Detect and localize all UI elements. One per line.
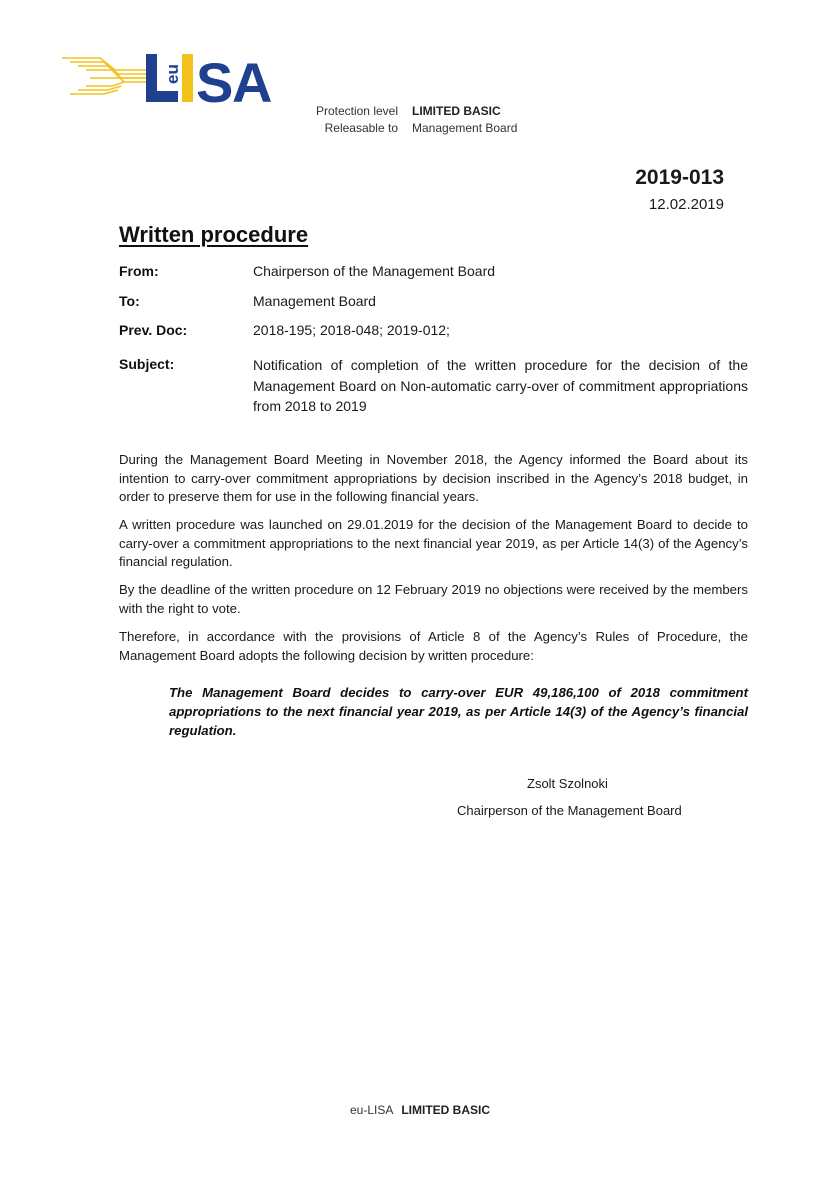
- page-title: Written procedure: [119, 222, 309, 247]
- svg-text:A: A: [232, 51, 273, 108]
- svg-text:eu: eu: [163, 64, 182, 84]
- page-footer: [0, 1103, 840, 1117]
- protection-level-value: LIMITED BASIC: [412, 104, 501, 118]
- paragraph-4: Therefore, in accordance with the provisions of Article 8 of the Agency’s Rules of Procedure, the Management Board adopts the following decision by written procedure:: [119, 629, 748, 663]
- eu-lisa-logo: [60, 48, 290, 108]
- releasable-to-label: Releasable to: [324, 121, 398, 135]
- signatory-name: Zsolt Szolnoki: [527, 776, 608, 791]
- from-label: From:: [119, 263, 159, 279]
- releasable-to-value: Management Board: [412, 121, 518, 135]
- from-value: Chairperson of the Management Board: [253, 263, 496, 279]
- prev-doc-label: Prev. Doc:: [119, 322, 188, 338]
- decision-text: The Management Board decides to carry-over EUR 49,186,100 of 2018 commitment appropriations to the next financial year 2019, as per Article 14(3) of the Agency’s financial regulation.: [169, 685, 748, 738]
- protection-level-label: Protection level: [315, 104, 398, 118]
- subject-value: Notification of completion of the written procedure for the decision of the Management Board on Non-automatic carry-over of commitment appropriations from 2018 to 2019: [253, 357, 748, 414]
- to-label: To:: [119, 293, 140, 309]
- subject-label: Subject:: [119, 356, 175, 372]
- to-value: Management Board: [253, 293, 376, 309]
- paragraph-2: A written procedure was launched on 29.01.2019 for the decision of the Management Board to decide to carry-over a commitment appropriations to the next financial year 2019, as per Article 14(3) of the Agency’s financial regulation.: [119, 517, 748, 569]
- document-date: 12.02.2019: [648, 196, 724, 213]
- prev-doc-value: 2018-195; 2018-048; 2019-012;: [253, 322, 450, 338]
- footer-classification: LIMITED BASIC: [401, 1103, 491, 1117]
- signatory-title: Chairperson of the Management Board: [457, 803, 682, 818]
- svg-text:S: S: [196, 51, 234, 108]
- document-reference: 2019-013: [635, 166, 724, 189]
- eu-lisa-logo-graphic: [60, 48, 290, 108]
- paragraph-1: During the Management Board Meeting in November 2018, the Agency informed the Board about its intention to carry-over commitment appropriations by decision inscribed in the Agency’s 2018 budget, in order to preserve them for use in the following financial years.: [119, 452, 748, 504]
- paragraph-3: By the deadline of the written procedure on 12 February 2019 no objections were received by the members with the right to vote.: [119, 582, 748, 616]
- footer-org: eu-LISA: [349, 1103, 394, 1117]
